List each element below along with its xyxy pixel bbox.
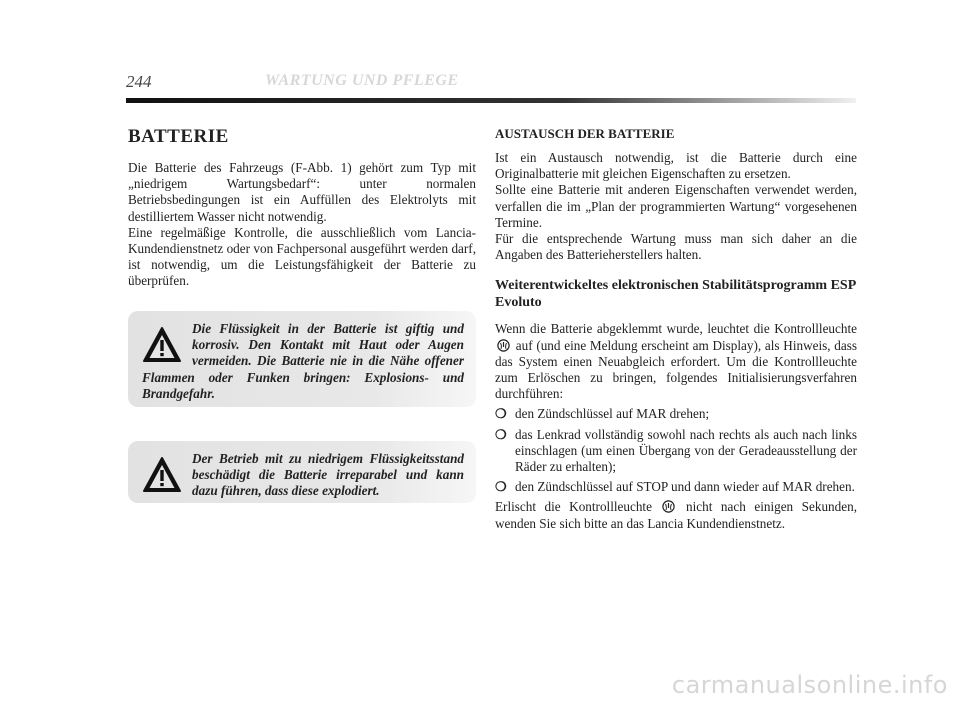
warning-triangle-icon xyxy=(142,455,182,495)
esp-heading: Weiterentwickeltes elektronischen Stabilitätsprogramm ESP Evoluto xyxy=(495,278,856,311)
esp-warning-lamp-icon xyxy=(662,500,675,513)
section-title: BATTERIE xyxy=(128,126,229,147)
bullet-glyph: ❍ xyxy=(495,406,507,422)
esp-closing-text-b: nicht nach einigen Sekunden, wenden Sie sich bitte an das Lancia Kundendienstnetz. xyxy=(495,499,857,531)
warning-text-low-level: Der Betrieb mit zu niedrigem Flüssigkeitsstand beschädigt die Batterie irreparabel und kann dazu führen, dass diese explodiert. xyxy=(192,451,464,499)
page-number: 244 xyxy=(126,72,152,91)
right-column xyxy=(495,126,857,532)
list-item: ❍ den Zündschlüssel auf MAR drehen; xyxy=(495,406,710,422)
watermark: carmanualsonline.info xyxy=(671,671,948,699)
replacement-paragraph-1: Ist ein Austausch notwendig, ist die Batterie durch eine Originalbatterie mit gleichen Eigenschaften zu ersetzen. xyxy=(495,150,857,182)
replacement-paragraph-3: Für die entsprechende Wartung muss man sich daher an die Angaben des Batterieherstellers halten. xyxy=(495,231,857,263)
warning-box-low-level xyxy=(128,441,476,503)
left-column xyxy=(128,126,476,290)
battery-replacement-title: AUSTAUSCH DER BATTERIE xyxy=(495,126,675,141)
initialization-steps xyxy=(495,406,857,495)
bullet-glyph: ❍ xyxy=(495,479,507,495)
warning-box-toxic xyxy=(128,311,476,407)
esp-text-b: auf (und eine Meldung erscheint am Display), als Hinweis, dass das System einen Neuabgleich erfordert. Um die Kontrollleuchte zum Erlöschen zu bringen, folgendes Initialisierungsverfahren durchführen: xyxy=(495,337,858,402)
esp-closing-text-a: Erlischt die Kontrollleuchte xyxy=(495,499,652,515)
replacement-paragraph-2: Sollte eine Batterie mit anderen Eigenschaften verwendet werden, verfallen die im „Plan der programmierten Wartung“ vorgesehenen Termine. xyxy=(495,182,857,230)
esp-text-a: Wenn die Batterie abgeklemmt wurde, leuchtet die Kontrollleuchte xyxy=(495,321,857,337)
esp-closing-paragraph xyxy=(495,499,857,531)
esp-paragraph xyxy=(495,321,857,402)
esp-warning-lamp-icon xyxy=(497,339,510,352)
battery-paragraph-1: Die Batterie des Fahrzeugs (F-Abb. 1) gehört zum Typ mit „niedrigem Wartungsbedarf“: unter normalen Betriebsbedingungen ist ein Auffüllen des Elektrolyts mit destilliertem Wasser nicht notwendig. xyxy=(128,160,476,224)
running-title: WARTUNG UND PFLEGE xyxy=(265,72,459,89)
bullet-glyph: ❍ xyxy=(495,426,507,442)
list-item: ❍ das Lenkrad vollständig sowohl nach rechts als auch nach links einschlagen (um einen Übergang von der Geradeausstellung der Räder zu erhalten); xyxy=(495,426,857,475)
warning-triangle-icon xyxy=(142,325,182,365)
list-item: ❍ den Zündschlüssel auf STOP und dann wieder auf MAR drehen. xyxy=(495,479,855,495)
warning-text-toxic: Die Flüssigkeit in der Batterie ist giftig und korrosiv. Den Kontakt mit Haut oder Augen vermeiden. Die Batterie nie in die Nähe offener Flammen oder Funken bringen: Explosions- und Brandgefahr. xyxy=(142,321,464,401)
battery-paragraph-2: Eine regelmäßige Kontrolle, die ausschließlich vom Lancia-Kundendienstnetz oder von Fachpersonal ausgeführt werden darf, ist notwendig, um die Leistungsfähigkeit der Batterie zu überprüfen. xyxy=(128,224,476,289)
header-rule xyxy=(126,98,856,103)
